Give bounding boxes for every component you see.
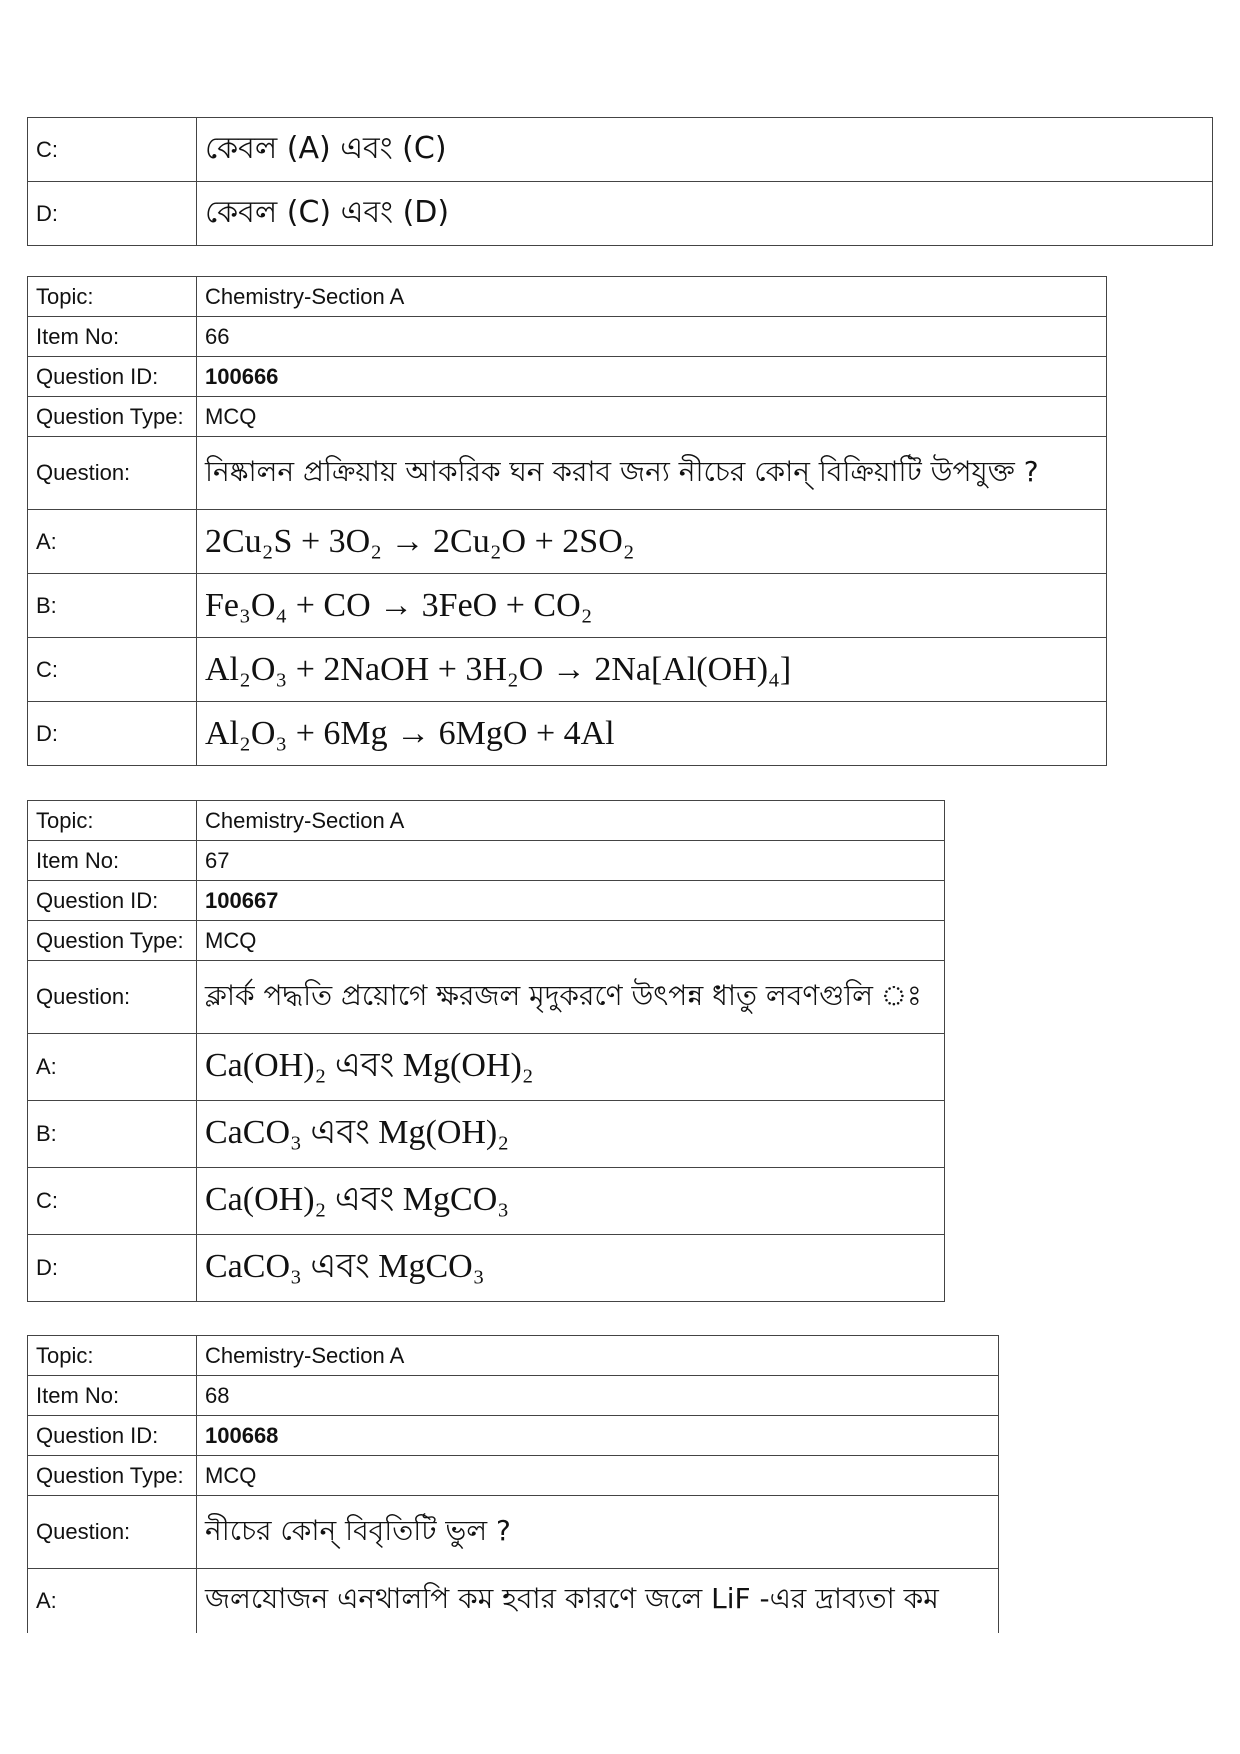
option-text: Ca(OH)₂ এবং MgCO₃ [197,1168,945,1235]
option-label: A: [28,510,197,574]
option-text: Al₂O₃ + 6Mg → 6MgO + 4Al [197,702,1107,766]
option-label: A: [28,1034,197,1101]
option-label: A: [28,1569,197,1633]
topic-value: Chemistry-Section A [197,801,945,841]
question-type-value: MCQ [197,1456,999,1496]
question-id-label: Question ID: [28,1416,197,1456]
option-text: Fe₃O₄ + CO → 3FeO + CO₂ [197,574,1107,638]
option-text: CaCO₃ এবং MgCO₃ [197,1235,945,1302]
option-text: কেবল (A) এবং (C) [197,118,1213,182]
question-label: Question: [28,961,197,1034]
option-text: 2Cu₂S + 3O₂ → 2Cu₂O + 2SO₂ [197,510,1107,574]
option-text: কেবল (C) এবং (D) [197,182,1213,246]
item-no-value: 67 [197,841,945,881]
option-label: D: [28,1235,197,1302]
question-label: Question: [28,1496,197,1569]
question-text: ক্লার্ক পদ্ধতি প্রয়োগে ক্ষরজল মৃদুকরণে উৎপন্ন ধাতু লবণগুলি ঃ [197,961,945,1034]
question-type-value: MCQ [197,397,1107,437]
option-label: D: [28,702,197,766]
item-no-label: Item No: [28,841,197,881]
question-id-label: Question ID: [28,881,197,921]
topic-value: Chemistry-Section A [197,1336,999,1376]
option-label: B: [28,1101,197,1168]
option-text: জলযোজন এনথালপি কম হবার কারণে জলে LiF -এর দ্রাব্যতা কম [197,1569,999,1633]
question-table-66 [27,276,1107,766]
item-no-label: Item No: [28,1376,197,1416]
option-label: C: [28,638,197,702]
topic-label: Topic: [28,1336,197,1376]
option-row [28,118,1213,182]
question-type-label: Question Type: [28,921,197,961]
item-no-value: 66 [197,317,1107,357]
option-text: Ca(OH)₂ এবং Mg(OH)₂ [197,1034,945,1101]
question-label: Question: [28,437,197,510]
option-text: CaCO₃ এবং Mg(OH)₂ [197,1101,945,1168]
option-row [28,182,1213,246]
topic-label: Topic: [28,277,197,317]
topic-label: Topic: [28,801,197,841]
question-table-68 [27,1335,999,1633]
item-no-label: Item No: [28,317,197,357]
item-no-value: 68 [197,1376,999,1416]
prev-question-options-table [27,117,1213,246]
question-table-67 [27,800,945,1302]
question-type-label: Question Type: [28,1456,197,1496]
option-label: D: [28,182,197,246]
topic-value: Chemistry-Section A [197,277,1107,317]
question-id-label: Question ID: [28,357,197,397]
question-text: নীচের কোন্ বিবৃতিটি ভুল ? [197,1496,999,1569]
option-label: B: [28,574,197,638]
option-label: C: [28,1168,197,1235]
question-id-value: 100666 [197,357,1107,397]
question-text: নিষ্কালন প্রক্রিয়ায় আকরিক ঘন করাব জন্য নীচের কোন্ বিক্রিয়াটি উপযুক্ত ? [197,437,1107,510]
question-type-label: Question Type: [28,397,197,437]
question-id-value: 100668 [197,1416,999,1456]
question-id-value: 100667 [197,881,945,921]
question-type-value: MCQ [197,921,945,961]
option-label: C: [28,118,197,182]
option-text: Al₂O₃ + 2NaOH + 3H₂O → 2Na[Al(OH)₄] [197,638,1107,702]
